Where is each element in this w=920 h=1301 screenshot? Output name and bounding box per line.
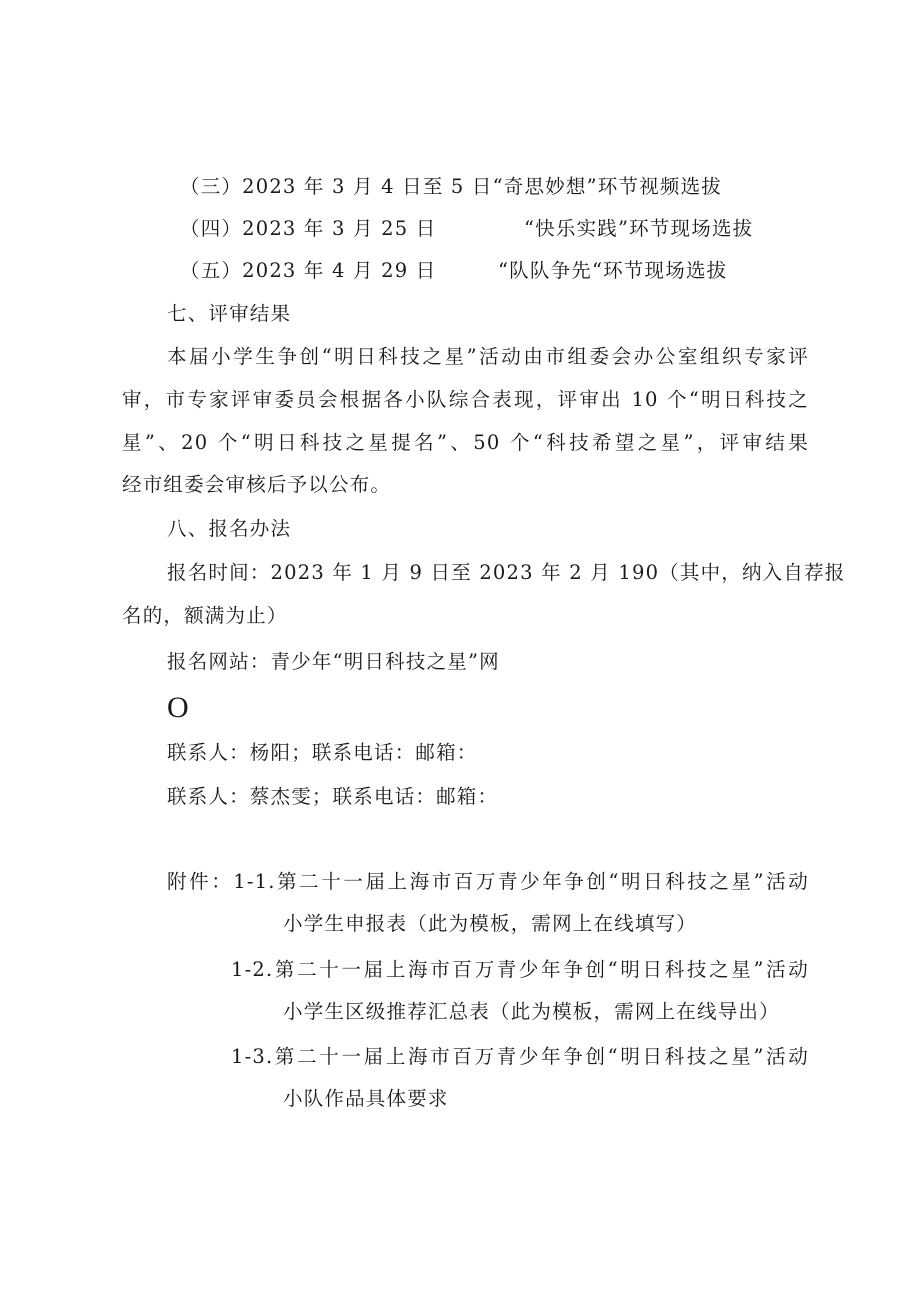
schedule-item-3: [180, 175, 722, 199]
section-7-line-3: 星”、20 个“明日科技之星提名”、50 个“科技希望之星”，评审结果: [122, 431, 809, 454]
attachment-1-2-line-1: 1-2.第二十一届上海市百万青少年争创“明日科技之星”活动: [231, 958, 809, 981]
stray-symbol: O: [167, 691, 189, 724]
schedule-item-5-date: （五）2023 年 4 月 29 日: [180, 259, 437, 282]
registration-website: 报名网站：青少年“明日科技之星”网: [167, 650, 500, 673]
attachment-1-1-line-1: 附件：1-1.第二十一届上海市百万青少年争创“明日科技之星”活动: [167, 870, 809, 893]
attachment-1-3-line-1: 1-3.第二十一届上海市百万青少年争创“明日科技之星”活动: [231, 1045, 809, 1068]
schedule-item-5-activity: “队队争先“环节现场选拔: [498, 259, 728, 282]
contact-1: 联系人：杨阳；联系电话：邮箱：: [167, 741, 478, 764]
section-7-line-2: 审，市专家评审委员会根据各小队综合表现，评审出 10 个“明日科技之: [122, 388, 809, 411]
registration-time-line-2: 名的，额满为止）: [122, 604, 288, 627]
schedule-item-3-activity: “奇思妙想”环节视频选拔: [492, 175, 722, 198]
attachment-1-1-line-2: 小学生申报表（此为模板，需网上在线填写）: [283, 912, 698, 935]
section-7-line-4: 经市组委会审核后予以公布。: [122, 473, 392, 496]
registration-time-line-1: 报名时间：2023 年 1 月 9 日至 2023 年 2 月 190（其中，纳入自荐报: [167, 561, 846, 584]
schedule-item-3-date: （三）2023 年 3 月 4 日至 5 日: [180, 175, 493, 198]
schedule-item-4-activity: “快乐实践”环节现场选拔: [524, 217, 754, 240]
section-7-heading: 七、评审结果: [167, 302, 292, 325]
section-8-heading: 八、报名办法: [167, 517, 292, 540]
attachment-1-3-line-2: 小队作品具体要求: [283, 1087, 449, 1110]
section-7-line-1: 本届小学生争创“明日科技之星”活动由市组委会办公室组织专家评: [167, 345, 809, 368]
contact-2: 联系人：蔡杰雯；联系电话：邮箱：: [167, 785, 499, 808]
schedule-item-4-date: （四）2023 年 3 月 25 日: [180, 217, 437, 240]
attachment-1-2-line-2: 小学生区级推荐汇总表（此为模板，需网上在线导出）: [283, 1000, 780, 1023]
